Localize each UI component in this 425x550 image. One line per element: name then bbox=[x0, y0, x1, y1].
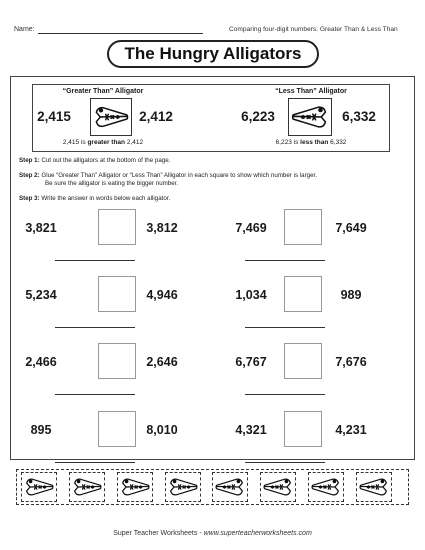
problem-right-number: 8,010 bbox=[146, 423, 178, 437]
answer-line[interactable] bbox=[55, 462, 135, 463]
answer-line[interactable] bbox=[55, 260, 135, 261]
problem-right-number: 4,946 bbox=[146, 288, 178, 302]
problem-left-number: 7,469 bbox=[235, 221, 267, 235]
greater-example-sentence: 2,415 is greater than 2,412 bbox=[62, 139, 144, 146]
answer-line[interactable] bbox=[245, 394, 325, 395]
alligator-less-icon[interactable] bbox=[308, 472, 344, 502]
less-example-right: 6,332 bbox=[342, 109, 376, 124]
less-example-sentence: 6,223 is less than 6,332 bbox=[275, 139, 347, 146]
problem-left-number: 2,466 bbox=[25, 355, 57, 369]
problem-right-number: 989 bbox=[340, 288, 362, 302]
alligator-greater-icon bbox=[90, 98, 132, 136]
footer-url[interactable]: www.superteacherworksheets.com bbox=[203, 530, 312, 537]
footer: Super Teacher Worksheets - www.superteacherworksheets.com bbox=[113, 530, 312, 537]
alligator-less-icon bbox=[288, 98, 332, 136]
step-2-line-2: Be sure the alligator is eating the bigger number. bbox=[45, 180, 179, 187]
problem-right-number: 3,812 bbox=[146, 221, 178, 235]
name-line[interactable] bbox=[38, 33, 203, 34]
problem-left-number: 895 bbox=[30, 423, 52, 437]
greater-example-right: 2,412 bbox=[139, 109, 173, 124]
alligator-drop-box[interactable] bbox=[98, 209, 136, 245]
alligator-greater-icon[interactable] bbox=[165, 472, 201, 502]
alligator-greater-icon[interactable] bbox=[21, 472, 57, 502]
answer-line[interactable] bbox=[55, 327, 135, 328]
alligator-less-icon[interactable] bbox=[212, 472, 248, 502]
alligator-drop-box[interactable] bbox=[98, 411, 136, 447]
alligator-drop-box[interactable] bbox=[284, 411, 322, 447]
greater-example-left: 2,415 bbox=[37, 109, 71, 124]
alligator-drop-box[interactable] bbox=[98, 276, 136, 312]
footer-brand: Super Teacher Worksheets bbox=[113, 530, 198, 537]
alligator-drop-box[interactable] bbox=[98, 343, 136, 379]
worksheet-subtitle: Comparing four-digit numbers: Greater Than & Less Than bbox=[229, 26, 398, 33]
answer-line[interactable] bbox=[245, 260, 325, 261]
answer-line[interactable] bbox=[55, 394, 135, 395]
greater-example-heading: “Greater Than” Alligator bbox=[62, 88, 144, 95]
less-example-left: 6,223 bbox=[241, 109, 275, 124]
problem-right-number: 7,676 bbox=[335, 355, 367, 369]
problem-left-number: 1,034 bbox=[235, 288, 267, 302]
step-2: Step 2: Glue “Greater Than” Alligator or “Less Than” Alligator in each square to show which number is larger. bbox=[19, 172, 317, 179]
alligator-drop-box[interactable] bbox=[284, 276, 322, 312]
alligator-less-icon[interactable] bbox=[260, 472, 296, 502]
less-example-heading: “Less Than” Alligator bbox=[275, 88, 347, 95]
alligator-less-icon[interactable] bbox=[356, 472, 392, 502]
step-3: Step 3: Write the answer in words below each alligator. bbox=[19, 195, 171, 202]
alligator-drop-box[interactable] bbox=[284, 209, 322, 245]
answer-line[interactable] bbox=[245, 462, 325, 463]
problem-left-number: 4,321 bbox=[235, 423, 267, 437]
step-1: Step 1: Cut out the alligators at the bottom of the page. bbox=[19, 157, 171, 164]
problem-right-number: 7,649 bbox=[335, 221, 367, 235]
name-label: Name: bbox=[14, 26, 35, 33]
problem-left-number: 6,767 bbox=[235, 355, 267, 369]
problem-left-number: 3,821 bbox=[25, 221, 57, 235]
alligator-drop-box[interactable] bbox=[284, 343, 322, 379]
alligator-greater-icon[interactable] bbox=[117, 472, 153, 502]
page-title: The Hungry Alligators bbox=[107, 40, 319, 68]
answer-line[interactable] bbox=[245, 327, 325, 328]
alligator-greater-icon[interactable] bbox=[69, 472, 105, 502]
problem-left-number: 5,234 bbox=[25, 288, 57, 302]
problem-right-number: 2,646 bbox=[146, 355, 178, 369]
problem-right-number: 4,231 bbox=[335, 423, 367, 437]
